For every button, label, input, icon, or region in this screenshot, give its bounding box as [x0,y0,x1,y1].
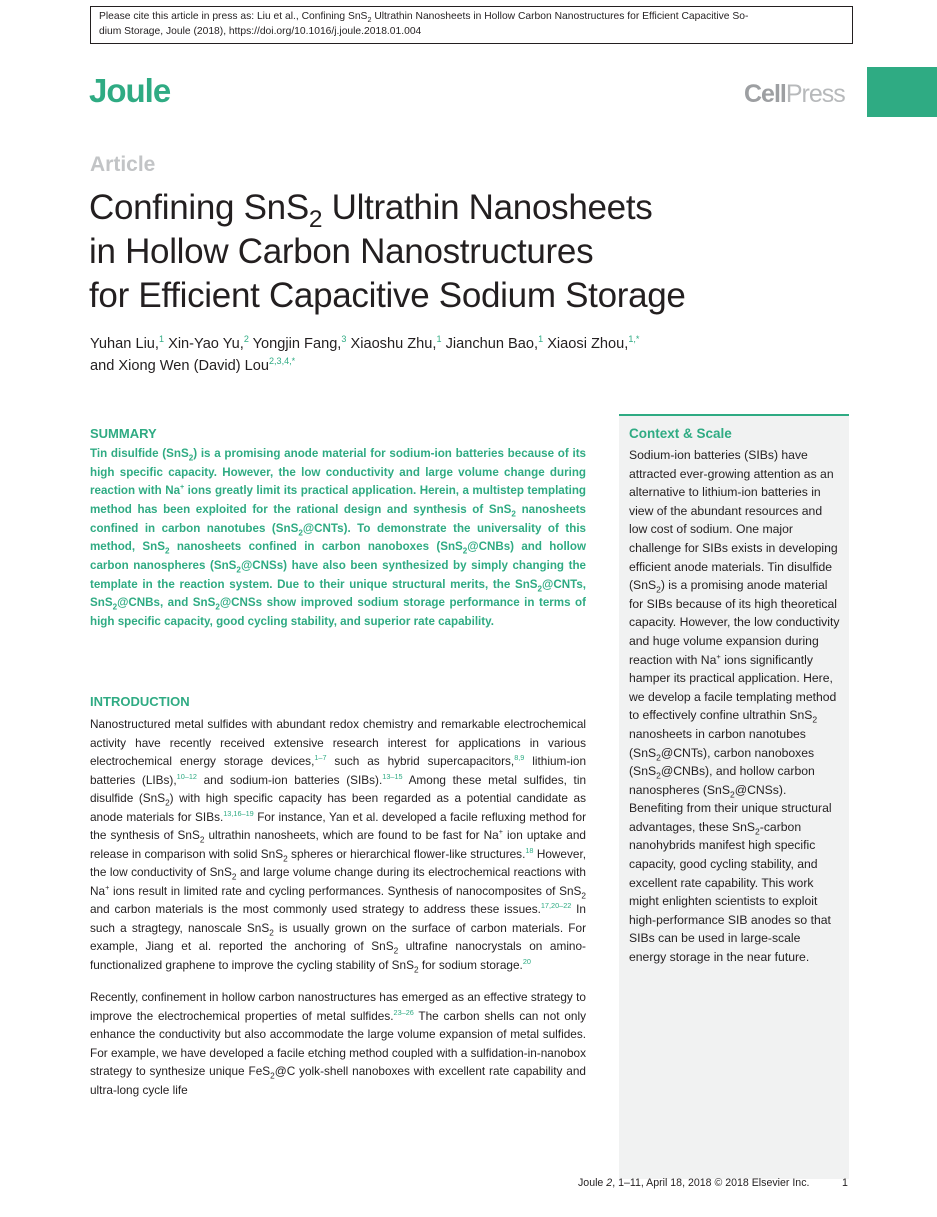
author[interactable]: Xiaoshu Zhu, [346,336,437,352]
intro-paragraph-1: Nanostructured metal sulfides with abundant redox chemistry and remarkable electrochemical activity have recently received extensive research interest for applications in various electrochemical energy storage devices,$^{1-7}$ such as hybrid supercapacitors,$^{8,9}$ lithium-ion batteries (LIBs),$^{10-12}$ and sodium-ion batteries (SIBs).$^{13-15}$ Among these metal sulfides, tin disulfide (SnS$_2$) with high specific capacity has been regarded as a potential candidate as anode materials for SIBs.$^{13,16-19}$ For instance, Yan et al. developed a facile refluxing method for the synthesis of SnS$_2$ ultrathin nanosheets, which are found to be fast for Na+ ion uptake and release in comparison with solid SnS$_2$ spheres or hierarchical flower-like structures.$^{18}$ However, the low conductivity of SnS$_2$ and large volume change during its electrochemical reactions with Na+ ions result in limited rate and cycling performances. Synthesis of nanocomposites of SnS$_2$ and carbon materials is the most commonly used strategy to address these issues.$^{17,20-22}$ In such a stragtegy, nanoscale SnS$_2$ is usually grown on the surface of carbon materials. For example, Jiang et al. reported the anchoring of SnS$_2$ ultrafine nanocrystals on amino-functionalized graphene to improve the cycling stability of SnS$_2$ for sodium storage.$^{20}$ [90,717,587,974]
context-scale-heading: Context & Scale [629,426,732,441]
author[interactable]: Xin-Yao Yu, [164,336,244,352]
citation-text: Please cite this article in press as: Liu et al., Confining SnS [99,11,368,22]
author[interactable]: Xiaosi Zhou, [543,336,629,352]
context-scale-box [619,414,849,1179]
citation-box: Please cite this article in press as: Liu et al., Confining SnS$_2$ Ultrathin Nanosheets in Hollow Carbon Nanostructures for Efficient Capacitive So- dium Storage, Joule (2018), https://doi.org/10.1016/j.joule.2018.01.004 [90,6,853,44]
publisher-logo: CellPress [744,80,845,108]
author[interactable]: Jianchun Bao, [441,336,539,352]
introduction-heading: INTRODUCTION [90,694,190,709]
page-number: 1 [842,1177,848,1189]
journal-logo: Joule [89,72,171,109]
summary-heading: SUMMARY [90,426,157,441]
summary-text: Tin disulfide (SnS$_2$) is a promising anode material for sodium-ion batteries because of its high specific capacity. However, the low conductivity and large volume change during reaction with Na+ ions greatly limit its practical application. Herein, a multistep templating method has been exploited for the rational design and synthesis of SnS$_2$ nanosheets confined in carbon nanotubes (SnS$_2$@CNTs). To demonstrate the universality of this method, SnS$_2$ nanosheets confined in carbon nanoboxes (SnS$_2$@CNBs) and hollow carbon nanospheres (SnS$_2$@CNSs) have also been synthesized by simply changing the template in the reaction system. Due to their unique structural merits, the SnS$_2$@CNTs, SnS$_2$@CNBs, and SnS$_2$@CNSs show improved sodium storage performance in terms of high specific capacity, good cycling stability, and superior rate capability. [90,447,586,628]
author[interactable]: Yuhan Liu, [90,336,159,352]
introduction-text [90,715,586,1099]
header-accent-tab [867,67,937,117]
page-footer: Joule 2, 1–11, April 18, 2018 © 2018 Elsevier Inc. [578,1177,810,1189]
article-type-label: Article [90,153,156,176]
context-scale-text: Sodium-ion batteries (SIBs) have attracted ever-growing attention as an alternative to lithium-ion batteries in view of the abundant resources and low cost of sodium. One major challenge for SIBs exists in developing efficient anode materials. Tin disulfide (SnS$_2$) is a promising anode material for SIBs because of its high theoretical capacity. However, the low conductivity and huge volume expansion during reaction with Na+ ions significantly hamper its practical application. Here, we develop a facile templating method to effectively confine ultrathin SnS$_2$ nanosheets in carbon nanotubes (SnS$_2$@CNTs), carbon nanoboxes (SnS$_2$@CNBs), and hollow carbon nanospheres (SnS$_2$@CNSs). Benefiting from their unique structural advantages, these SnS$_2$-carbon nanohybrids manifest high specific capacity, good cycling stability, and excellent rate capability. This work might enlighten scientists to exploit high-performance SIB anodes so that SIBs can be used in large-scale energy storage in the near future. [629,448,840,965]
author[interactable]: and Xiong Wen (David) Lou [90,358,270,374]
citation-doi[interactable]: dium Storage, Joule (2018), https://doi.org/10.1016/j.joule.2018.01.004 [99,25,422,37]
intro-paragraph-2: Recently, confinement in hollow carbon nanostructures has emerged as an effective strategy to improve the electrochemical properties of metal sulfides.$^{23-26}$ The carbon shells can not only enhance the conductivity but also accommodate the large volume expansion of metal sulfides. For example, we have developed a facile etching method coupled with a sulfidation-in-nanobox strategy to synthesize unique FeS$_2$@C yolk-shell nanoboxes with excellent rate capability and ultra-long cycle life [90,990,586,1097]
author[interactable]: Yongjin Fang, [248,336,342,352]
article-title: Confining SnS$_2$ Ultrathin Nanosheets in Hollow Carbon Nanostructures for Efficient Capacitive Sodium Storage [89,188,686,315]
author-list: Yuhan Liu,$^1$ Xin-Yao Yu,$^2$ Yongjin Fang,$^3$ Xiaoshu Zhu,$^1$ Jianchun Bao,$^1$ Xiaosi Zhou,$^{1,*}$ and Xiong Wen (David) Lou$^{2,3,4,*}$ [90,334,640,374]
